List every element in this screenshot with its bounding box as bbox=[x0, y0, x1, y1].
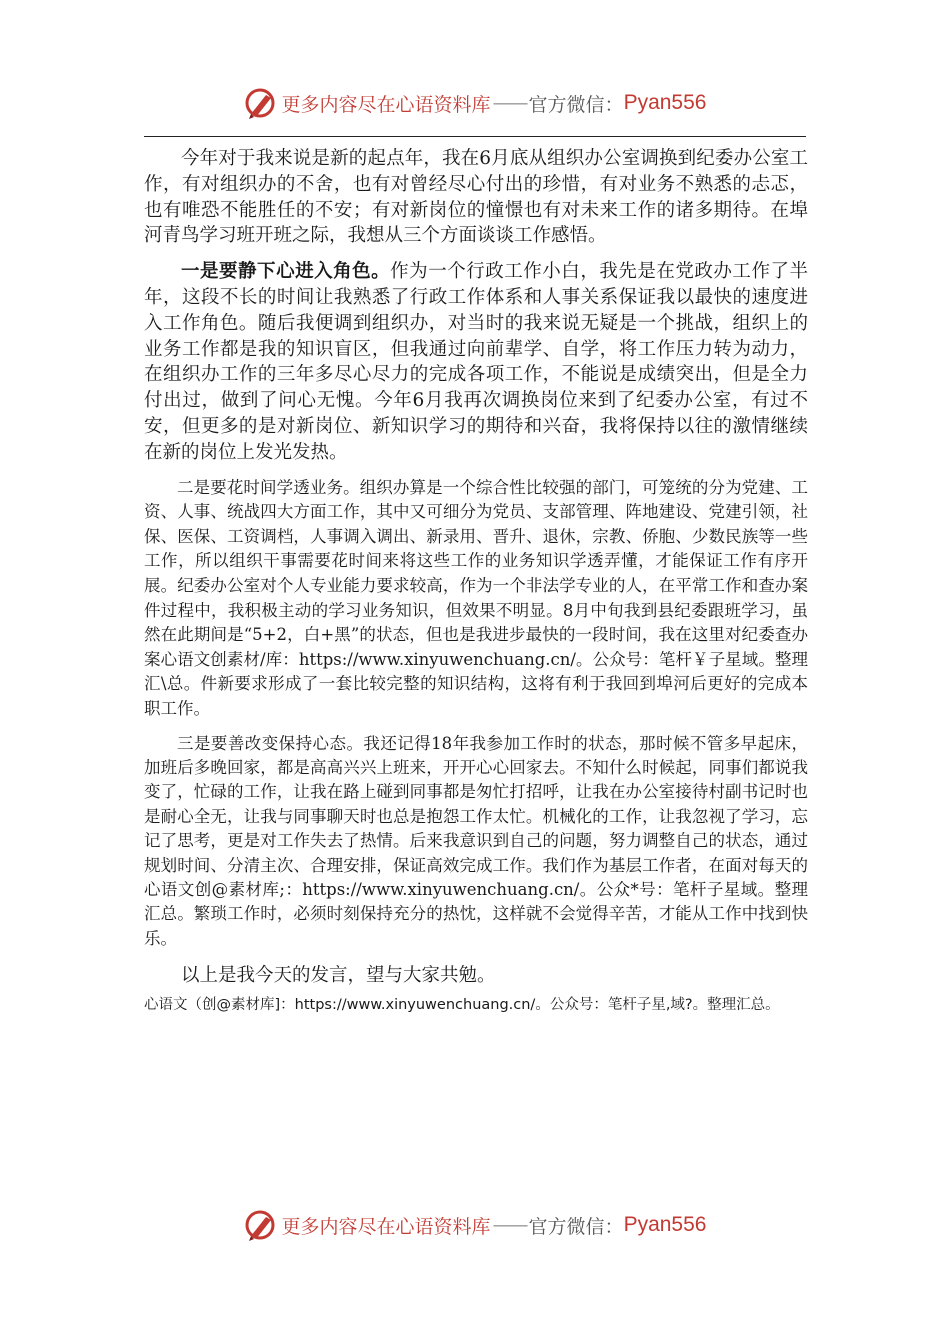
footer-separator: —— bbox=[492, 1214, 527, 1236]
paragraph-point-one-text: 作为一个行政工作小白，我先是在党政办工作了半年，这段不长的时间让我熟悉了行政工作体系和人事关系保证我以最快的速度进入工作角色。随后我便调到组织办，对当时的我来说无疑是一个挑战，组织上的业务工作都是我的知识盲区，但我通过向前辈学、自学，将工作压力转为动力，在组织办工作的三年多尽心尽力的完成各项工作，不能说是成绩突出，但是全力付出过，做到了问心无愧。今年6月我再次调换岗位来到了纪委办公室，有过不安，但更多的是对新岗位、新知识学习的期待和兴奋，我将保持以往的激情继续在新的岗位上发光发热。 bbox=[144, 261, 808, 463]
header-banner-text: 更多内容尽在心语资料库 bbox=[281, 93, 491, 116]
footer-wechat-label: 官方微信： bbox=[528, 1215, 624, 1238]
paragraph-point-two: 二是要花时间学透业务。组织办算是一个综合性比较强的部门，可笼统的分为党建、工资、人事、统战四大方面工作，其中又可细分为党员、支部管理、阵地建设、党建引领，社保、医保、工资调档，人事调入调出、新录用、晋升、退休，宗教、侨胞、少数民族等一些工作，所以组织干事需要花时间来将这些工作的业务知识学透弄懂，才能保证工作有序开展。纪委办公室对个人专业能力要求较高，作为一个非法学专业的人，在平常工作和查办案件过程中，我积极主动的学习业务知识，但效果不明显。8月中旬我到县纪委跟班学习，虽然在此期间是“5+2，白+黑”的状态，但也是我进步最快的一段时间，我在这里对纪委查办案心语文创素材/库：https://www.xinyuwenchuang.cn/。公众号：笔杆￥子星域。整理汇\总。件新要求形成了一套比较完整的知识结构，这将有利于我回到埠河后更好的完成本职工作。 bbox=[144, 477, 808, 718]
header-banner bbox=[0, 86, 950, 120]
header-separator: —— bbox=[492, 92, 527, 114]
footer-wechat-id: Pyan556 bbox=[623, 1213, 707, 1236]
paragraph-closing: 以上是我今天的发言，望与大家共勉。 bbox=[181, 965, 496, 987]
pen-logo-icon bbox=[244, 1208, 278, 1242]
paragraph-point-three: 三是要善改变保持心态。我还记得18年我参加工作时的状态，那时候不管多早起床，加班后多晚回家，都是高高兴兴上班来，开开心心回家去。不知什么时候起，同事们都说我变了，忙碌的工作，让我在路上碰到同事都是匆忙打招呼，让我在办公室接待村副书记时也是耐心全无，让我与同事聊天时也总是抱怨工作太忙。机械化的工作，让我忽视了学习，忘记了思考，更是对工作失去了热情。后来我意识到自己的问题，努力调整自己的状态，通过规划时间、分清主次、合理安排，保证高效完成工作。我们作为基层工作者，在面对每天的心语文创@素材库;：https://www.xinyuwenchuang.cn/。公众*号：笔杆子星域。整理汇总。繁琐工作时，必须时刻保持充分的热忱，这样就不会觉得辛苦，才能从工作中找到快乐。 bbox=[144, 733, 808, 948]
header-rule bbox=[144, 136, 806, 137]
header-wechat-label: 官方微信： bbox=[528, 93, 624, 116]
paragraph-point-one bbox=[144, 259, 808, 465]
paragraph-point-one-lead: 一是要静下心进入角色。 bbox=[181, 261, 391, 283]
source-note: 心语文（创@素材库]：https://www.xinyuwenchuang.cn/。公众号：笔杆子星,域?。整理汇总。 bbox=[144, 997, 780, 1014]
document-body bbox=[144, 146, 808, 1017]
paragraph-intro: 今年对于我来说是新的起点年，我在6月底从组织办公室调换到纪委办公室工作，有对组织办的不舍，也有对曾经尽心付出的珍惜，有对业务不熟悉的忐忑，也有唯恐不能胜任的不安；有对新岗位的憧憬也有对未来工作的诸多期待。在埠河青鸟学习班开班之际，我想从三个方面谈谈工作感悟。 bbox=[144, 148, 808, 247]
header-wechat-id: Pyan556 bbox=[623, 91, 707, 114]
footer-banner-text: 更多内容尽在心语资料库 bbox=[281, 1215, 491, 1238]
pen-logo-icon bbox=[244, 86, 278, 120]
footer-banner bbox=[0, 1208, 950, 1242]
